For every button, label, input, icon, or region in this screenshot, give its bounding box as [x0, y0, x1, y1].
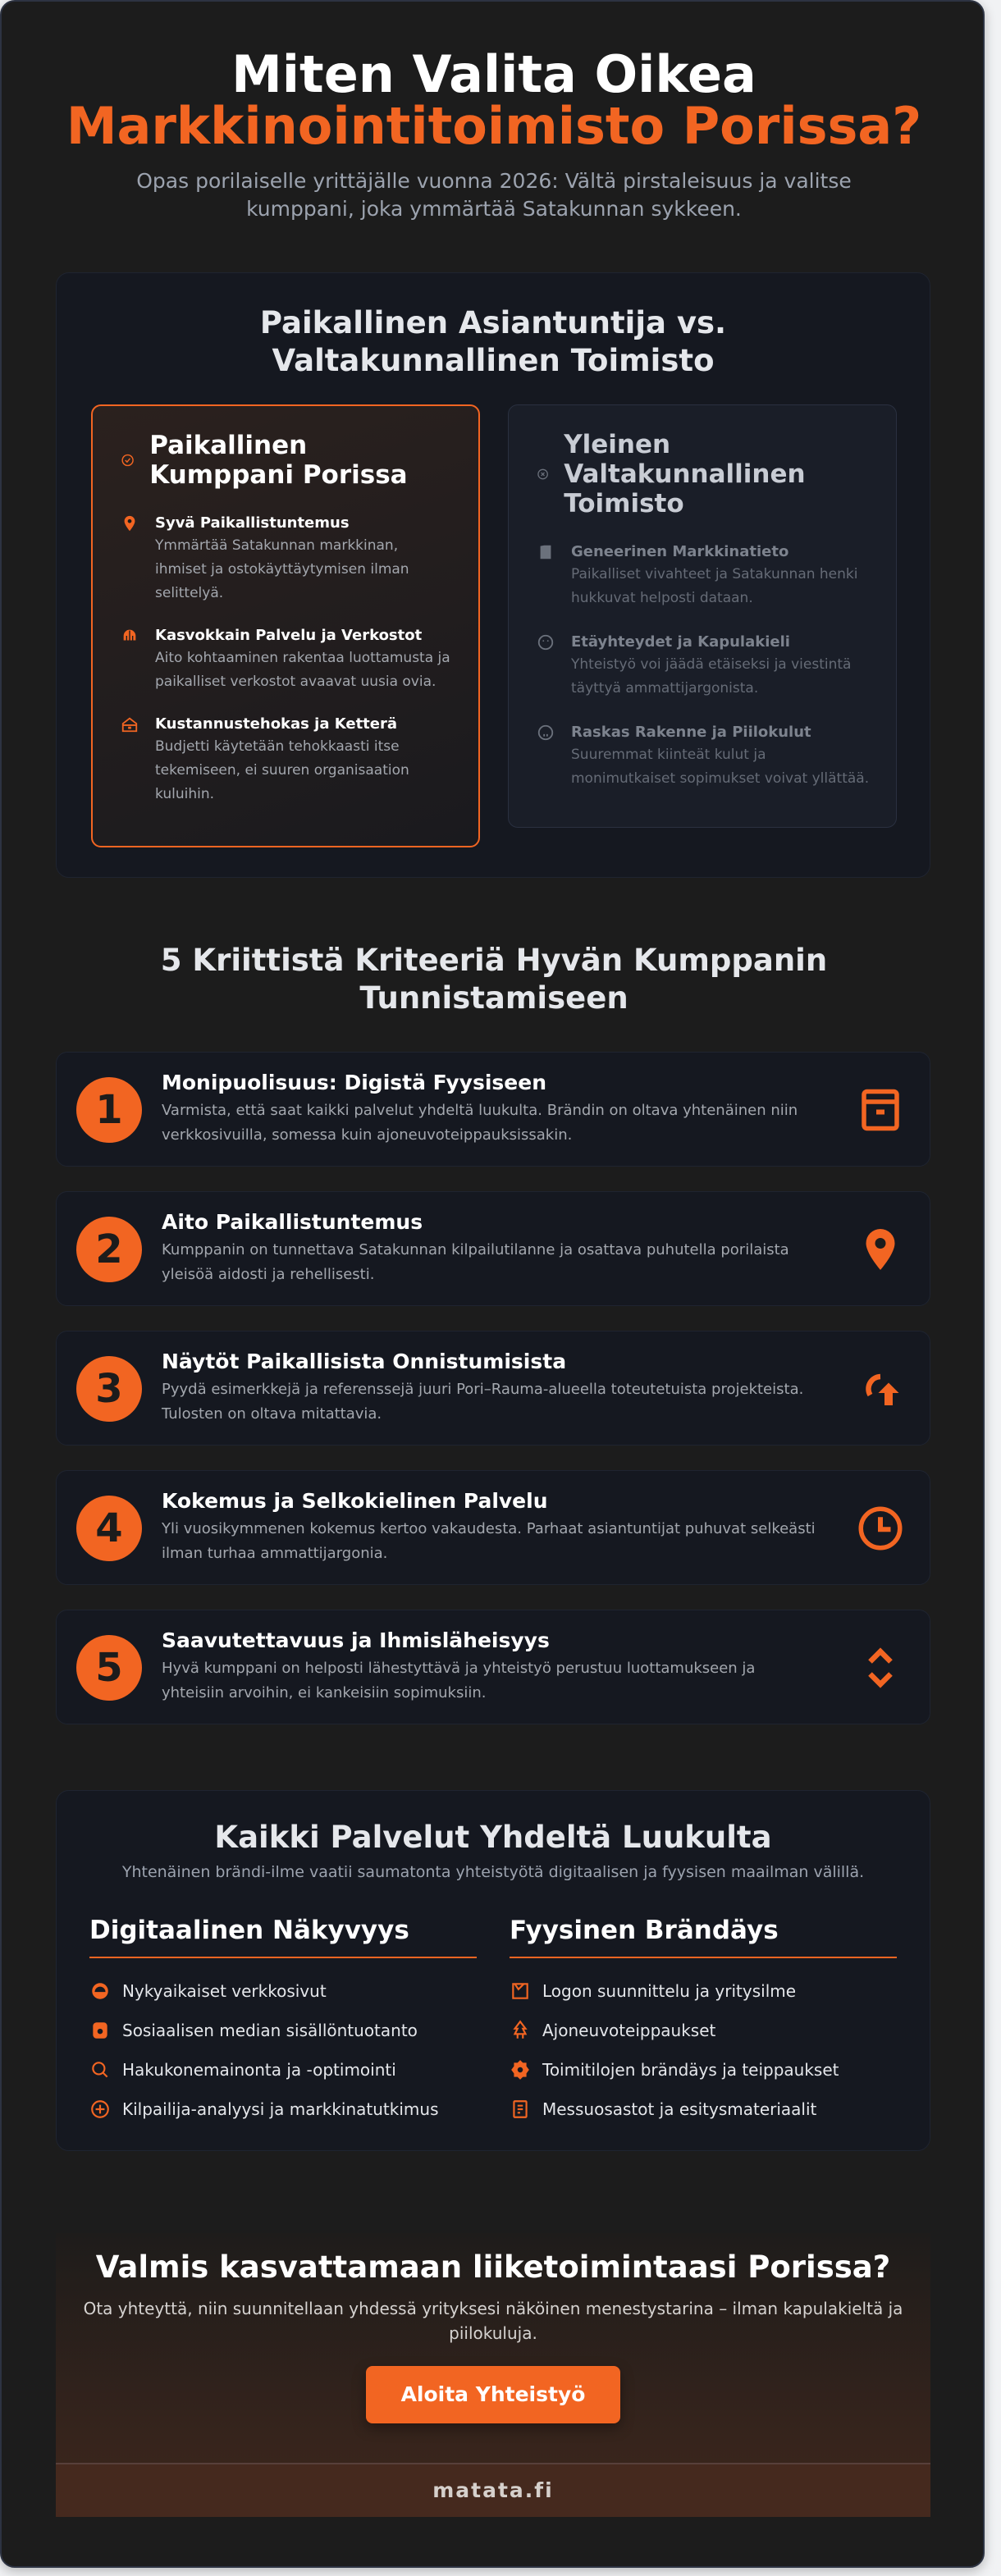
- document-icon: [510, 2099, 531, 2120]
- comparison-section: [56, 272, 930, 878]
- title-line-1: Miten Valita Oikea: [231, 44, 756, 104]
- item-desc: Ymmärtää Satakunnan markkinan, ihmiset ja ostokäyttäytymisen ilman selittelyä.: [155, 537, 409, 601]
- chevrons-up-down-icon: [856, 1643, 905, 1692]
- cta-title: Valmis kasvattamaan liiketoimintaasi Porissa?: [95, 2249, 891, 2285]
- criterion-number: 5: [76, 1635, 142, 1701]
- piggy-bank-icon: [121, 715, 139, 733]
- service-item: [89, 1971, 477, 2011]
- criterion-desc: Varmista, että saat kaikki palvelut yhdeltä luukulta. Brändin on oltava yhtenäinen niin verkkosivuilla, somessa kuin ajoneuvoteippauksissakin.: [162, 1102, 798, 1144]
- criterion-number: 2: [76, 1217, 142, 1282]
- card-title: Paikallinen Kumppani Porissa: [149, 431, 408, 490]
- criterion-card: [56, 1610, 930, 1724]
- item-title: Raskas Rakenne ja Piilokulut: [571, 724, 811, 741]
- service-label: Toimitilojen brändäys ja teippaukset: [542, 2060, 839, 2080]
- growth-arrow-icon: [856, 1364, 905, 1414]
- web-icon: [89, 1980, 111, 2002]
- service-item: [89, 2011, 477, 2050]
- service-item: [510, 1971, 897, 2011]
- item-desc: Yhteistyö voi jäädä etäiseksi ja viestintä täyttyä ammattijargonista.: [571, 656, 852, 697]
- social-icon: [89, 2020, 111, 2041]
- comparison-item: [121, 513, 454, 605]
- badge-icon: [510, 2059, 531, 2080]
- criterion-number: 1: [76, 1077, 142, 1143]
- criterion-desc: Kumppanin on tunnettava Satakunnan kilpailutilanne ja osattava puhutella porilaista yleisöä aidosti ja rehellisesti.: [162, 1241, 789, 1283]
- criterion-desc: Hyvä kumppani on helposti lähestyttävä ja yhteistyö perustuu luottamukseen ja yhteisiin arvoihin, ei kankeisiin sopimuksiin.: [162, 1660, 756, 1701]
- cta-section: [56, 2233, 930, 2517]
- criterion-card: [56, 1331, 930, 1446]
- card-title: Yleinen Valtakunnallinen Toimisto: [564, 430, 806, 518]
- cta-desc: Ota yhteyttä, niin suunnitellaan yhdessä yrityksesi näköinen menestystarina – ilman kapulakieltä ja piilokuluja.: [83, 2299, 903, 2343]
- vehicle-icon: [510, 2020, 531, 2041]
- service-item: [89, 2050, 477, 2090]
- item-desc: Budjetti käytetään tehokkaasti itse tekemiseen, ei suuren organisaation kuluihin.: [155, 738, 409, 802]
- item-desc: Suuremmat kiinteät kulut ja monimutkaiset sopimukset voivat yllättää.: [571, 747, 870, 787]
- criterion-card: [56, 1052, 930, 1167]
- item-title: Etäyhteydet ja Kapulakieli: [571, 633, 790, 651]
- map-pin-icon: [856, 1225, 905, 1274]
- comparison-item: [537, 722, 871, 791]
- criterion-number: 4: [76, 1496, 142, 1561]
- service-label: Hakukonemainonta ja -optimointi: [122, 2060, 396, 2080]
- item-desc: Paikalliset vivahteet ja Satakunnan henki hukkuvat helposti dataan.: [571, 566, 858, 606]
- service-label: Messuosastot ja esitysmateriaalit: [542, 2099, 817, 2119]
- column-title: Digitaalinen Näkyvyys: [89, 1914, 477, 1958]
- criterion-desc: Yli vuosikymmenen kokemus kertoo vakaudesta. Parhaat asiantuntijat puhuvat selkeästi ilman turhaa ammattijargonia.: [162, 1520, 816, 1562]
- subtitle: Opas porilaiselle yrittäjälle vuonna 2026: Vältä pirstaleisuus ja valitse kumppani, joka ymmärtää Satakunnan sykkeen.: [136, 169, 852, 221]
- services-subtitle: Yhtenäinen brändi-ilme vaatii saumatonta yhteistyötä digitaalisen ja fyysisen maailman välillä.: [121, 1863, 865, 1881]
- national-agency-card: [508, 404, 897, 828]
- item-title: Syvä Paikallistuntemus: [155, 514, 350, 532]
- criterion-card: [56, 1191, 930, 1306]
- item-title: Kasvokkain Palvelu ja Verkostot: [155, 627, 423, 644]
- service-label: Nykyaikaiset verkkosivut: [122, 1981, 327, 2001]
- comparison-item: [121, 625, 454, 694]
- footer-brand: matata.fi: [56, 2463, 930, 2517]
- card-header: [121, 431, 454, 490]
- local-partner-card: [91, 404, 480, 847]
- x-circle-icon: [537, 464, 549, 484]
- criterion-title: Monipuolisuus: Digistä Fyysiseen: [162, 1071, 547, 1094]
- service-label: Sosiaalisen median sisällöntuotanto: [122, 2021, 418, 2040]
- hero: [2, 44, 986, 223]
- check-circle-icon: [121, 450, 135, 470]
- services-title: Kaikki Palvelut Yhdeltä Luukulta: [214, 1820, 772, 1855]
- service-item: [510, 2090, 897, 2129]
- comparison-item: [537, 632, 871, 701]
- face-icon: [537, 633, 555, 651]
- comparison-item: [537, 541, 871, 610]
- criterion-title: Näytöt Paikallisista Onnistumisista: [162, 1350, 567, 1373]
- comparison-item: [121, 714, 454, 806]
- criterion-title: Aito Paikallistuntemus: [162, 1210, 423, 1234]
- criterion-title: Kokemus ja Selkokielinen Palvelu: [162, 1489, 548, 1513]
- frown-icon: [537, 724, 555, 742]
- criterion-desc: Pyydä esimerkkejä ja referenssejä juuri Pori–Rauma-alueella toteutetuista projekteista. Tulosten on oltava mitattavia.: [162, 1381, 804, 1423]
- item-title: Kustannustehokas ja Ketterä: [155, 715, 398, 733]
- card-header: [537, 430, 871, 518]
- search-icon: [89, 2059, 111, 2080]
- criterion-title: Saavutettavuus ja Ihmisläheisyys: [162, 1628, 550, 1652]
- digital-column: [89, 1914, 477, 2129]
- start-cooperation-button[interactable]: Aloita Yhteistyö: [366, 2366, 620, 2423]
- service-label: Logon suunnittelu ja yritysilme: [542, 1981, 797, 2001]
- item-desc: Aito kohtaaminen rakentaa luottamusta ja paikalliset verkostot avaavat uusia ovia.: [155, 650, 450, 690]
- criterion-number: 3: [76, 1356, 142, 1422]
- comparison-title: Paikallinen Asiantuntija vs. Valtakunnallinen Toimisto: [259, 305, 727, 378]
- logo-design-icon: [510, 1980, 531, 2002]
- service-item: [510, 2050, 897, 2090]
- file-icon: [537, 543, 555, 561]
- criterion-card: [56, 1470, 930, 1585]
- column-title: Fyysinen Brändäys: [510, 1914, 897, 1958]
- clock-icon: [856, 1504, 905, 1553]
- plus-circle-icon: [89, 2099, 111, 2120]
- physical-column: [510, 1914, 897, 2129]
- item-title: Geneerinen Markkinatieto: [571, 543, 789, 560]
- map-pin-icon: [121, 514, 139, 532]
- handshake-icon: [121, 627, 139, 645]
- criteria-title: 5 Kriittistä Kriteeriä Hyvän Kumppanin Tunnistamiseen: [160, 943, 828, 1016]
- service-item: [510, 2011, 897, 2050]
- services-section: [56, 1790, 930, 2151]
- title-line-2: Markkinointitoimisto Porissa?: [66, 96, 922, 156]
- service-item: [89, 2090, 477, 2129]
- service-label: Ajoneuvoteippaukset: [542, 2021, 716, 2040]
- archive-icon: [856, 1085, 905, 1135]
- service-label: Kilpailija-analyysi ja markkinatutkimus: [122, 2099, 439, 2119]
